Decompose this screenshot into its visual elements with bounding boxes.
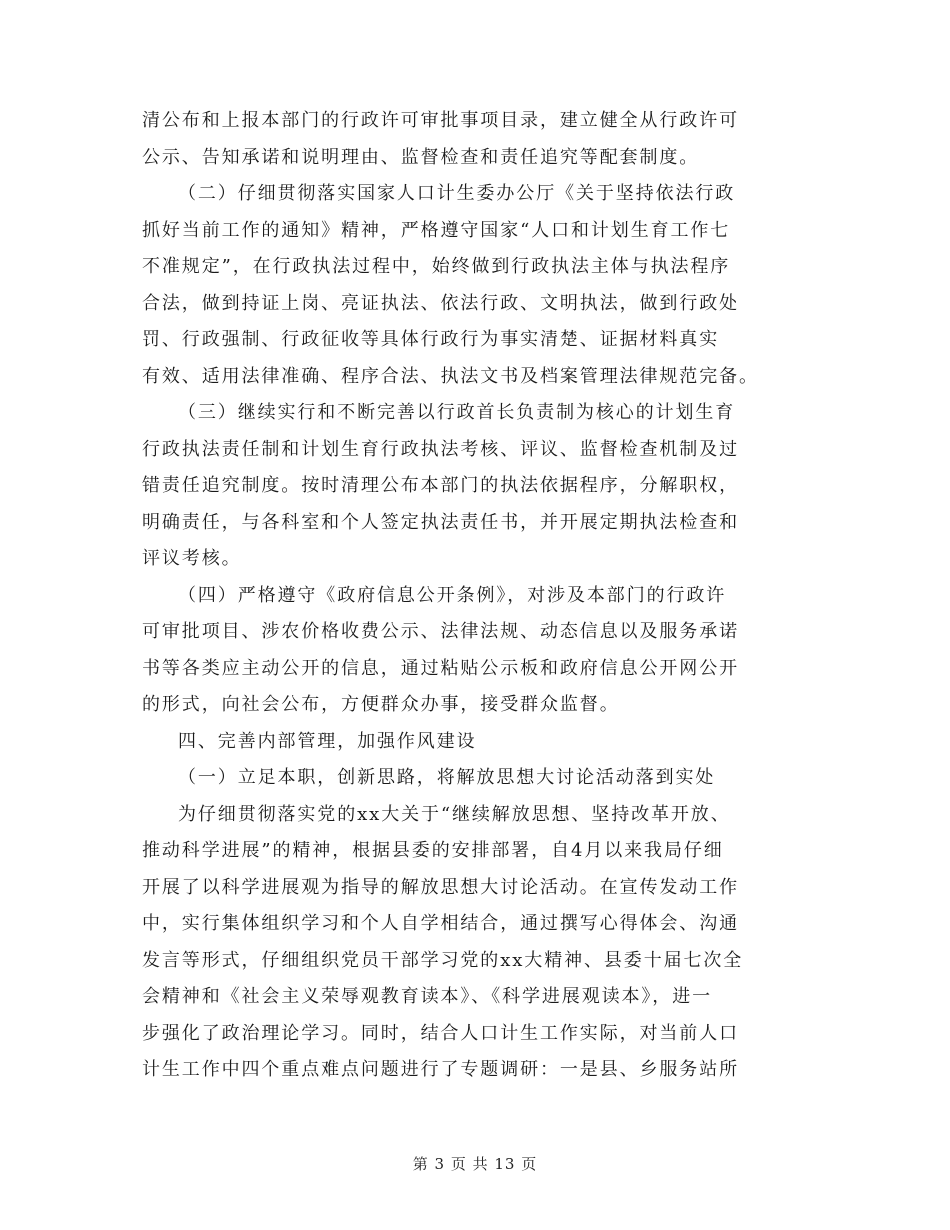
- text-line-1: 清公布和上报本部门的行政许可审批事项目录，建立健全从行政许可: [142, 110, 739, 131]
- text-line-6: 合法，做到持证上岗、亮证执法、依法行政、文明执法，做到行政处: [142, 292, 739, 314]
- text-line-26: 步强化了政治理论学习。同时，结合人口计生工作实际，对当前人口: [142, 1022, 739, 1044]
- page-number-footer: 第 3 页 共 13 页: [412, 1155, 538, 1173]
- text-line-9: （三）继续实行和不断完善以行政首长负责制为核心的计划生育: [178, 402, 736, 423]
- text-line-22: 开展了以科学进展观为指导的解放思想大讨论活动。在宣传发动工作: [142, 876, 739, 898]
- text-line-21: 推动科学进展”的精神，根据县委的安排部署，自4月以来我局仔细: [142, 840, 724, 861]
- text-line-25: 会精神和《社会主义荣辱观教育读本》、《科学进展观读本》，进一: [142, 986, 712, 1007]
- text-line-16: 书等各类应主动公开的信息，通过粘贴公示板和政府信息公开网公开: [142, 657, 739, 679]
- text-line-20: 为仔细贯彻落实党的xx大关于“继续解放思想、坚持改革开放、: [178, 803, 731, 825]
- text-line-11: 错责任追究制度。按时清理公布本部门的执法依据程序，分解职权，: [142, 475, 739, 496]
- text-line-27: 计生工作中四个重点难点问题进行了专题调研：一是县、乡服务站所: [142, 1059, 739, 1080]
- text-line-8: 有效、适用法律准确、程序合法、执法文书及档案管理法律规范完备。: [142, 365, 759, 387]
- text-line-3: （二）仔细贯彻落实国家人口计生委办公厅《关于坚持依法行政: [178, 183, 736, 204]
- text-line-7: 罚、行政强制、行政征收等具体行政行为事实清楚、证据材料真实: [142, 329, 720, 350]
- text-line-14: （四）严格遵守《政府信息公开条例》，对涉及本部门的行政许: [178, 584, 727, 606]
- document-body: [142, 103, 812, 1089]
- text-line-15: 可审批项目、涉农价格收费公示、法律法规、动态信息以及服务承诺: [142, 621, 739, 642]
- subsection-heading: （一）立足本职，创新思路，将解放思想大讨论活动落到实处: [178, 767, 716, 788]
- text-line-17: 的形式，向社会公布，方便群众办事，接受群众监督。: [142, 694, 620, 715]
- section-heading: 四、完善内部管理，加强作风建设: [178, 730, 477, 752]
- text-line-4: 抓好当前工作的通知》精神，严格遵守国家“人口和计划生育工作七: [142, 219, 731, 241]
- text-line-10: 行政执法责任制和计划生育行政执法考核、评议、监督检查机制及过: [142, 438, 739, 460]
- text-line-24: 发言等形式，仔细组织党员干部学习党的xx大精神、县委十届七次全: [142, 949, 744, 971]
- text-line-5: 不准规定”，在行政执法过程中，始终做到行政执法主体与执法程序: [142, 256, 731, 277]
- text-line-2: 公示、告知承诺和说明理由、监督检查和责任追究等配套制度。: [142, 146, 700, 168]
- text-line-23: 中，实行集体组织学习和个人自学相结合，通过撰写心得体会、沟通: [142, 913, 739, 934]
- text-line-12: 明确责任，与各科室和个人签定执法责任书，并开展定期执法检查和: [142, 511, 739, 533]
- text-line-13: 评议考核。: [142, 548, 242, 569]
